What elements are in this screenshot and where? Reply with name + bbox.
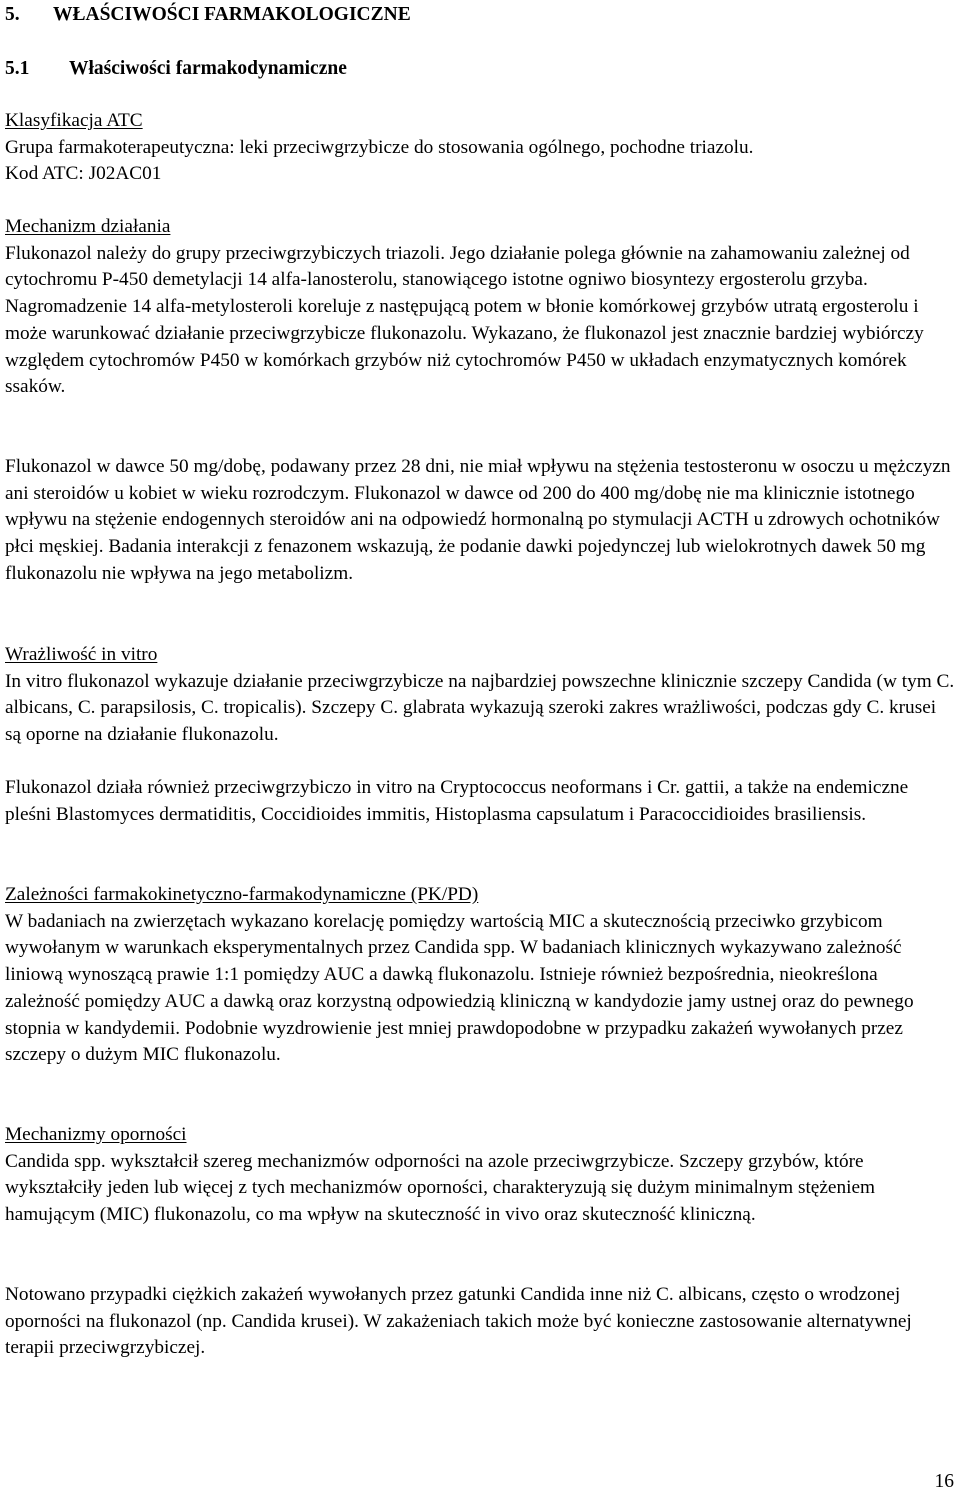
sensitivity-text-2: Flukonazol działa również przeciwgrzybiczo in vitro na Cryptococcus neoformans i Cr. gattii, a także na endemiczne pleśni Blastomyces dermatiditis, Coccidioides immitis, Histoplasma capsulatum i Paracoccidioides brasiliensis. xyxy=(5,777,909,825)
sensitivity-heading: Wrażliwość in vitro xyxy=(5,644,158,665)
mechanism-text: Flukonazol należy do grupy przeciwgrzybiczych triazoli. Jego działanie polega głównie na zahamowaniu zależnej od cytochromu P-450 demetylacji 14 alfa-lanosterolu, stanowiącego istotne ogniwo biosyntezy ergosterolu grzyba. Nagromadzenie 14 alfa-metylosteroli koreluje z następującą potem w błonie komórkowej grzybów utratą ergosterolu i może warunkować działanie przeciwgrzybicze flukonazolu. Wykazano, że flukonazol jest znacznie bardziej wybiórczy względem cytochromów P450 w komórkach grzybów niż cytochromów P450 w układach enzymatycznych komórek ssaków. xyxy=(5,242,924,398)
subsection-heading xyxy=(5,56,347,82)
resistance-text: Candida spp. wykształcił szereg mechanizmów odporności na azole przeciwgrzybicze. Szczepy grzybów, które wykształciły jeden lub więcej z tych mechanizmów oporności, charakteryzują się dużym minimalnym stężeniem hamującym (MIC) flukonazolu, co ma wpływ na skuteczność in vivo oraz skuteczność kliniczną. xyxy=(5,1150,876,1226)
sensitivity-block-2 xyxy=(5,775,955,828)
subsection-title: Właściwości farmakodynamiczne xyxy=(69,58,347,79)
hormones-block xyxy=(5,454,955,588)
resistance-block-2 xyxy=(5,1282,955,1362)
pkpd-heading: Zależności farmakokinetyczno-farmakodynamiczne (PK/PD) xyxy=(5,884,479,905)
sensitivity-block xyxy=(5,642,955,749)
section-heading xyxy=(5,2,411,28)
resistance-text-2: Notowano przypadki ciężkich zakażeń wywołanych przez gatunki Candida inne niż C. albicans, często o wrodzonej oporności na flukonazol (np. Candida krusei). W zakażeniach takich może być konieczne zastosowanie alternatywnej terapii przeciwgrzybiczej. xyxy=(5,1284,912,1359)
atc-group: Grupa farmakoterapeutyczna: leki przeciwgrzybicze do stosowania ogólnego, pochodne triazolu. xyxy=(5,136,754,158)
atc-heading: Klasyfikacja ATC xyxy=(5,110,143,131)
atc-block xyxy=(5,108,955,188)
section-number: 5. xyxy=(5,4,20,25)
resistance-heading: Mechanizmy oporności xyxy=(5,1124,187,1145)
sensitivity-text: In vitro flukonazol wykazuje działanie przeciwgrzybicze na najbardziej powszechne klinicznie szczepy Candida (w tym C. albicans, C. parapsilosis, C. tropicalis). Szczepy C. glabrata wykazują szeroki zakres wrażliwości, podczas gdy C. krusei są oporne na działanie flukonazolu. xyxy=(5,670,955,746)
pkpd-text: W badaniach na zwierzętach wykazano korelację pomiędzy wartością MIC a skutecznością przeciwko grzybicom wywołanym w warunkach eksperymentalnych przez Candida spp. W badaniach klinicznych wykazywano zależność liniową wynoszącą prawie 1:1 pomiędzy AUC a dawką flukonazolu. Istnieje również bezpośrednia, nieokreślona zależność pomiędzy AUC a dawką oraz korzystną odpowiedzią kliniczną w kandydozie jamy ustnej oraz do pewnego stopnia w kandydemii. Podobnie wyzdrowienie jest mniej prawdopodobne w przypadku zakażeń wywołanych przez szczepy o dużym MIC flukonazolu. xyxy=(5,910,914,1066)
section-title: WŁAŚCIWOŚCI FARMAKOLOGICZNE xyxy=(53,4,411,25)
hormones-text: Flukonazol w dawce 50 mg/dobę, podawany przez 28 dni, nie miał wpływu na stężenia testosteronu w osoczu u mężczyzn ani steroidów u kobiet w wieku rozrodczym. Flukonazol w dawce od 200 do 400 mg/dobę nie ma klinicznie istotnego wpływu na stężenie endogennych steroidów ani na odpowiedź hormonalną po stymulacji ACTH u zdrowych ochotników płci męskiej. Badania interakcji z fenazonem wskazują, że podanie dawki pojedynczej lub wielokrotnych dawek 50 mg flukonazolu nie wpływa na jego metabolizm. xyxy=(5,456,951,584)
subsection-number: 5.1 xyxy=(5,58,30,79)
mechanism-block xyxy=(5,214,955,401)
resistance-block xyxy=(5,1122,955,1229)
mechanism-heading: Mechanizm działania xyxy=(5,216,171,237)
atc-code: Kod ATC: J02AC01 xyxy=(5,163,162,185)
pkpd-block xyxy=(5,882,955,1069)
page-number: 16 xyxy=(934,1471,954,1492)
